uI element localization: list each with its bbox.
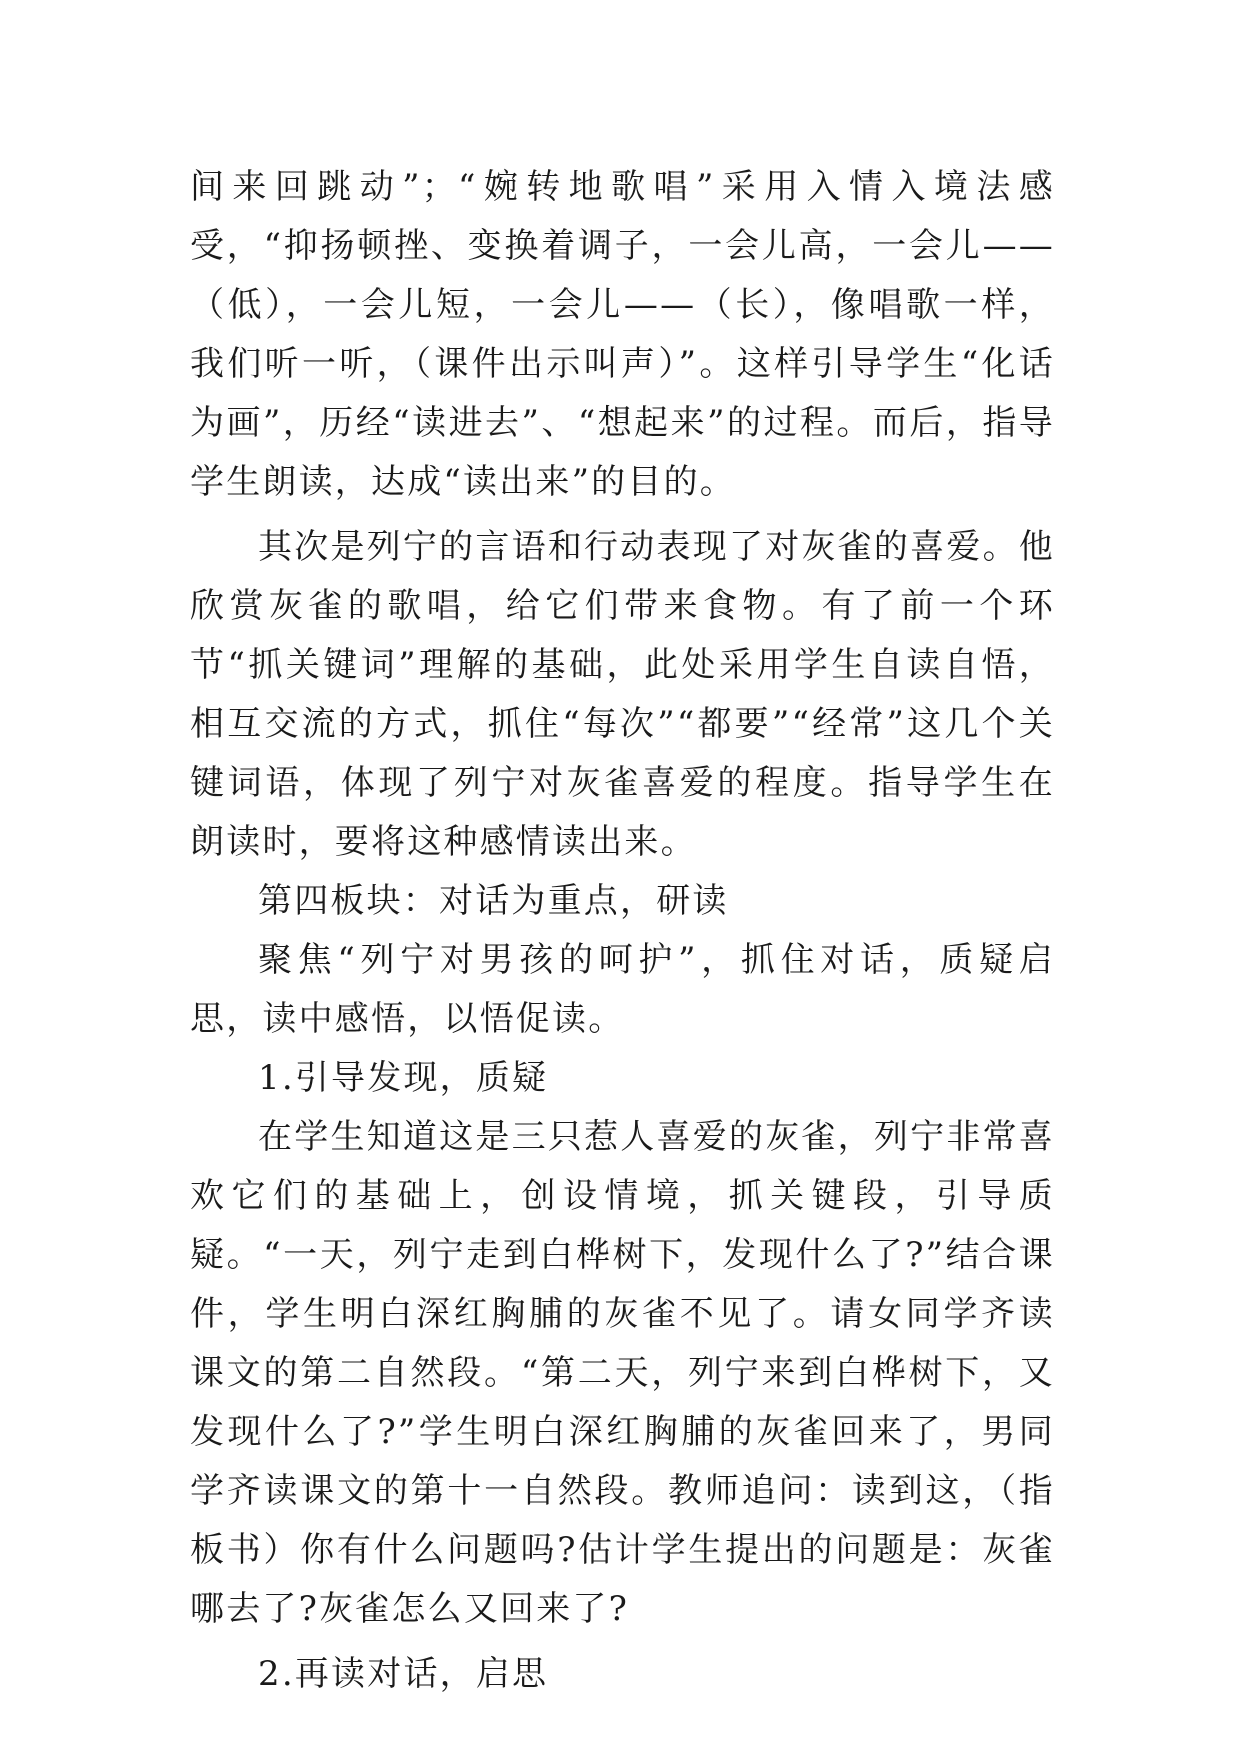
- body-text: [190, 158, 1055, 1704]
- paragraph-scenario: 在学生知道这是三只惹人喜爱的灰雀，列宁非常喜欢它们的基础上，创设情境，抓关键段，引导质疑。“一天，列宁走到白桦树下，发现什么了?”结合课件，学生明白深红胸脯的灰雀不见了。请女同学齐读课文的第二自然段。“第二天，列宁来到白桦树下，又发现什么了?”学生明白深红胸脯的灰雀回来了，男同学齐读课文的第十一自然段。教师追问：读到这，（指板书）你有什么问题吗?估计学生提出的问题是：灰雀哪去了?灰雀怎么又回来了?: [190, 1117, 1055, 1629]
- subheading-guide-discover: 1.引导发现，质疑: [258, 1058, 549, 1098]
- subheading-reread-dialogue: 2.再读对话，启思: [258, 1654, 549, 1694]
- section-heading-block-four: 第四板块：对话为重点，研读: [258, 881, 729, 921]
- paragraph-lenin-love: 其次是列宁的言语和行动表现了对灰雀的喜爱。他欣赏灰雀的歌唱，给它们带来食物。有了前一个环节“抓关键词”理解的基础，此处采用学生自读自悟，相互交流的方式，抓住“每次”“都要”“经常”这几个关键词语，体现了列宁对灰雀喜爱的程度。指导学生在朗读时，要将这种感情读出来。: [190, 527, 1055, 862]
- paragraph-continuation: 间来回跳动”；“婉转地歌唱”采用入情入境法感受，“抑扬顿挫、变换着调子，一会儿高，一会儿——（低），一会儿短，一会儿——（长），像唱歌一样，我们听一听，（课件出示叫声）”。这样引导学生“化话为画”，历经“读进去”、“想起来”的过程。而后，指导学生朗读，达成“读出来”的目的。: [190, 167, 1055, 502]
- paragraph-focus: 聚焦“列宁对男孩的呵护”，抓住对话，质疑启思，读中感悟，以悟促读。: [190, 940, 1055, 1039]
